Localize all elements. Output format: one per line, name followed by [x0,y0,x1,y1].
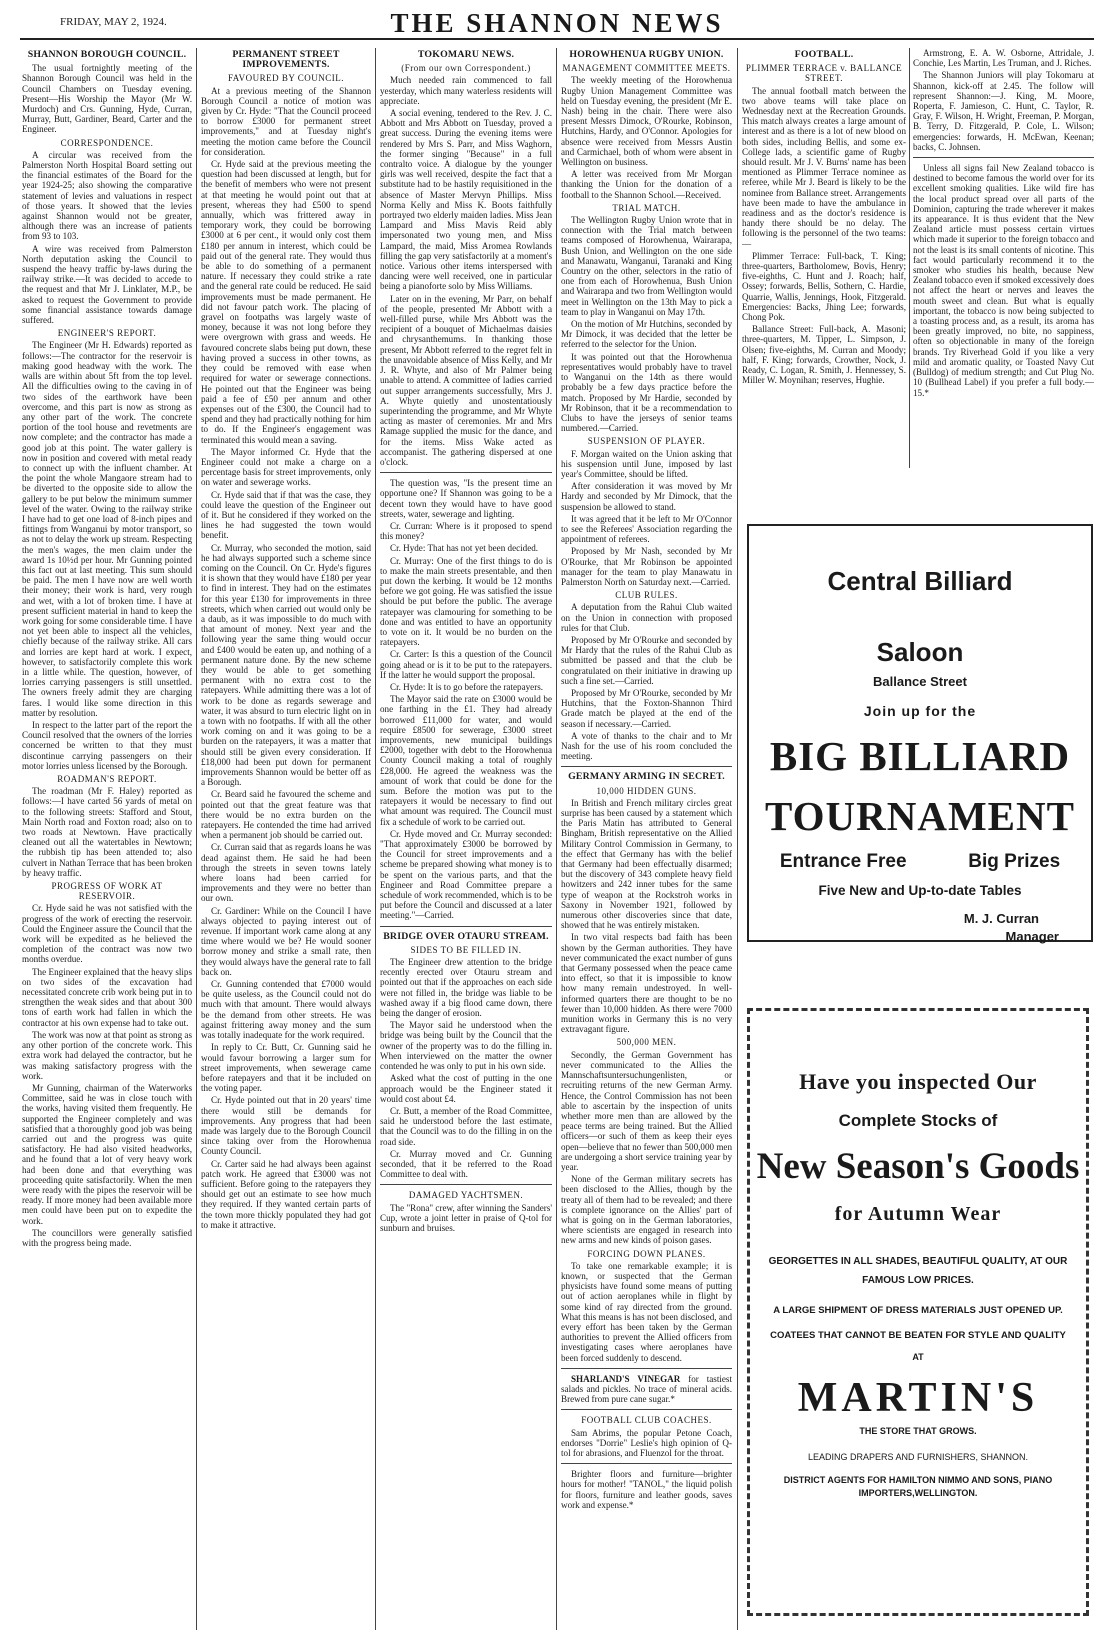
paragraph: Cr. Murray moved and Cr. Gunning seconded, that it be referred to the Road Committee to deal with. [380,1148,552,1180]
ad-offer: Big Prizes [968,851,1061,872]
subheading: SUSPENSION OF PLAYER. [587,436,706,447]
paragraph: Cr. Butt, a member of the Road Committee, said he understood before the last estimate, that the Council was to do the filling in on the road side. [380,1105,552,1147]
paragraph: The Mayor said the rate on £3000 would be one farthing in the £1. They had already borrowed £11,000 for water, and would require £8500 for sewerage, £3000 street improvements, new municipal buildings £2000, together with debt to the Horowhenua County Council making a total of roughly £28,000. He agreed the weakness was the amount of work that could be done for the sum. Before the motion was put to the ratepayers it would be necessary to find out what amount was required. The Council must fix a schedule of work to be carried out. [380,694,552,827]
paragraph: The "Rona" crew, after winning the Sanders' Cup, wrote a joint letter in praise of Q-tol for sunburn and bruises. [380,1202,552,1233]
ad-headline: TOURNAMENT [765,793,1075,839]
paragraph: The Mayor said he understood when the bridge was being built by the Council that the owner of the property was to do the filling in. When interviewed on the matter the owner contended he was only to put in his own side. [380,1020,552,1072]
ad-manager-title: Manager [1005,929,1059,944]
paragraph: None of the German military secrets has been disclosed to the Allies, though by the treaty all of them had to be revealed; and there is complete ignorance on the Allies' part of what is going on in the German laboratories, where scientists are engaged in research into new arms and new kinds of poison gases. [561,1174,732,1246]
paragraph: The Mayor informed Cr. Hyde that the Engineer could not make a charge on a percentage basis for street improvements, only on water and sewerage works. [201,446,371,488]
paragraph: Cr. Beard said he favoured the scheme and pointed out that the great feature was that there would be no extra burden on the ratepayers. He contended the time had arrived when a permanent job should be carried out. [201,789,371,841]
ad-detail: DISTRICT AGENTS FOR HAMILTON NIMMO AND SONS, PIANO IMPORTERS,WELLINGTON. [783,1475,1053,1498]
paragraph: Cr. Hyde: That has not yet been decided. [390,543,539,554]
paragraph [561,1374,732,1405]
paragraph: The annual football match between the two above teams will take place on Wednesday next at the Recreation Grounds. This match always creates a large amount of interest and as there is a lot of new blood on both sides, including Bellis, and some ex-College lads, a scientific game of Rugby should result. Mr J. V. Burns' name has been mentioned as Plimmer Terrace nominee as referee, while Mr J. Beard is likely to be the nominee from Ballance street. Arrangements have been made to have the ambulance in readiness and as the doctor's residence is handy there should be no delay. The following is the personnel of the two teams:— [742,85,906,249]
subheading: ENGINEER'S REPORT. [57,328,157,339]
paragraph: Cr. Hyde said at the previous meeting the question had been discussed at length, but for the benefit of members who were not present at that meeting he would point out that at present, whereas they had £500 to spend annually, which was frittered away in temporary work, they could be borrowing £3000 at 6 per cent., it would only cost them £180 per annum in interest, which could be paid out of the general rate. They would thus be able to do something of a permanent nature. If necessary they could strike a rate and the general rate could be reduced. He said improvements must be made permanent. He did not favour patch work. The placing of gravel on footpaths was largely waste of money, because it was not long before they were overgrown with grass and weeds. He favoured concrete slabs being put down, these having proved a success in other towns, as they could be removed with ease when required for water or sewerage connections. He pointed out that the Engineer was being paid a fee of £50 per annum and other expenses out of the £300, the Council had to spend and they had practically nothing for him to do. If the Engineer's engagement was terminated this would mean a saving. [201,159,371,445]
paragraph: In reply to Cr. Butt, Cr. Gunning said he would favour borrowing a larger sum for street improvements, when sewerage came before ratepayers and that it be included on the voting paper. [201,1042,371,1094]
article-heading: PERMANENT STREET IMPROVEMENTS. [232,49,340,71]
subheading: MANAGEMENT COMMITTEE MEETS. [562,63,731,74]
subheading: SIDES TO BE FILLED IN. [410,944,522,955]
paragraph: The Engineer drew attention to the bridge recently erected over Otauru stream and pointed out that if the approaches on each side were not filled in, the bridge was liable to be washed away if a big flood came down, there being the danger of erosion. [380,957,552,1019]
paragraph: Later on in the evening, Mr Parr, on behalf of the people, presented Mr Abbott with a well-filled purse, while Mrs Abbott was the recipient of a bouquet of Michaelmas daisies and chrysanthemums. In thanking those present, Mr Abbott referred to the regret felt in the unavoidable absence of Miss Kelly, and Mr J. R. Whyte, and also of Mr Palmer being unable to attend. A committee of ladies carried out supper arrangements successfully, Mrs J. A. Whyte quietly and unostentatiously superintending the programme, and Mr Whyte acting as master of ceremonies. Mr and Mrs Ramage supplied the music for the dance, and for the items. Miss Wake acted as accompanist. The gathering dispersed at one o'clock. [380,293,552,467]
ad-detail: LEADING DRAPERS AND FURNISHERS, SHANNON. [807,1452,1029,1462]
subheading: (From our own Correspondent.) [401,63,531,74]
paragraph: A wire was received from Palmerston North deputation asking the Council to suspend the heavy traffic by-laws during the railway strike.—It was decided to accede to the request and that Mr J. Linklater, M.P., be asked to request the Government to provide some financial assistance towards damage suffered. [22,243,192,326]
paragraph: Asked what the cost of putting in the one approach would be the Engineer stated it would cost about £4. [380,1073,552,1104]
column-tokomaru-news [380,48,552,1630]
ad-detail: COATEES THAT CANNOT BE BEATEN FOR STYLE AND QUALITY [770,1330,1066,1341]
paragraph: Cr. Hyde: It is to go before the ratepayers. [390,681,544,692]
paragraph: Ballance Street: Full-back, A. Masoni; three-quarters, M. Tipper, L. Simpson, J. Olsen; five-eighths, M. Curran and Moody; half, F. King; forwards, Crowther, Nock, J. Ready, C. Logan, R. Smith, J. Hennessey, S. Miller W. Moynihan; reserves, Hughie. [742,324,906,386]
paragraph: A deputation from the Rahui Club waited on the Union in connection with proposed rules for that Club. [561,602,732,633]
paragraph: It was pointed out that the Horowhenua representatives would probably have to travel to Wanganui on the 14th as there would probably be a few days practice before the match. Proposed by Mr Hardie, seconded by Mr Robinson, that it be a recommendation to Clubs to have the jerseys of senior teams numbered.—Carried. [561,351,732,434]
paragraph: Brighter floors and furniture—brighter hours for mother! "TANOL," the liquid polish for floors, furniture and leather goods, saves work and expense.* [561,1469,732,1510]
ad-title-line: Saloon [876,637,964,667]
column-football-continued [913,48,1094,468]
ad-offer: Entrance Free [779,851,907,872]
divider [380,926,552,927]
paragraph: Proposed by Mr O'Rourke, seconded by Mr Hutchins, that the Foxton-Shannon Third Grade match be played at the end of the season if necessary.—Carried. [561,687,732,729]
subheading: FORCING DOWN PLANES. [587,1248,706,1259]
ad-headline: New Season's Goods [756,1146,1080,1187]
paragraph: The work was now at that point as strong as any other portion of the concrete work. This extra work had delayed the contractor, but he was making satisfactory progress with the work. [22,1029,192,1081]
paragraph: Much needed rain commenced to fall yesterday, which many waterless residents will appreciate. [380,75,552,106]
paragraph: To take one remarkable example; it is known, or suspected that the German physicists have found some means of putting out of action aeroplanes while in flight by some kind of ray directed from the ground. What this means is has not been disclosed, and every effort has been taken by the German authorities to prevent the Allied officers from investigating cases where aeroplanes have been forced suddenly to descend. [561,1260,732,1363]
column-borough-council [22,48,192,1630]
column-rule [196,48,197,1630]
paragraph: A circular was received from the Palmerston North Hospital Board setting out the financial estimates of the Board for the year 1924-25; also showing the comparative statement of levies and valuations in respect of those years. It showed that the levies against Shannon would not be greater, although there was an increase of patients from 93 to 103. [22,149,192,242]
ad-address: Ballance Street [873,674,967,689]
divider [913,157,1094,158]
divider [561,1463,732,1464]
ad-line: Complete Stocks of [838,1111,998,1130]
paragraph: At a previous meeting of the Shannon Borough Council a notice of motion was given by Cr. Hyde: "That the Council proceed to borrow £3000 for permanent street improvements," and at Tuesday night's meeting the motion came before the Council for consideration. [201,85,371,157]
paragraph: After consideration it was moved by Mr Hardy and seconded by Mr Dimock, that the suspension be allowed to stand. [561,481,732,512]
paragraph: Cr. Hyde said he was not satisfied with the progress of the work of erecting the reservoir. Could the Engineer assure the Council that the work will be expedited as he believed the completion of the contract was now two months overdue. [22,903,192,965]
divider [561,1368,732,1369]
paragraph: In respect to the latter part of the report the Council resolved that the owners of the lorries concerned be written to that they must discontinue carrying passengers on their motor lorries unless licensed by the Borough. [22,720,192,771]
ad-tagline: Join up for the [863,703,977,719]
paragraph: The Shannon Juniors will play Tokomaru at Shannon, kick-off at 2.45. The follow will represent Shannon:—J. King, M. Moore, Roperta, F. Jamieson, C. Hunt, C. Taylor, R. Gray, F. Wilson, H. Wright, Freeman, P. Morgan, B. Terry, D. Fitzgerald, P. Cole, L. Wilson; emergencies: forwards, H. McEwan, Keenan; backs, C. Johnsen. [913,70,1094,152]
paragraph: Cr. Murray: One of the first things to do is to make the main streets presentable, and then put down the kerbing. It would be 12 months before we got going. He was satisfied the issue should be put before the public. The average ratepayer was clamouring for something to be done and was entitled to have an opportunity to vote on it. It would be no burden on the ratepayers. [380,555,552,648]
paragraph: It was agreed that it be left to Mr O'Connor to see the Referees' Association regarding the appointment of referees. [561,513,732,545]
paragraph: Cr. Hyde pointed out that in 20 years' time there would still be demands for improvements. Any progress that had been made was largely due to the Borough Council since taking over from the Horowhenua County Council. [201,1095,371,1157]
subheading: CORRESPONDENCE. [60,137,154,148]
paragraph: Proposed by Mr Nash, seconded by Mr O'Rourke, that Mr Robinson be appointed manager for the team to play Manawatu in Palmerston North on Saturday next.—Carried. [561,546,732,587]
paragraph: The councillors were generally satisfied with the progress being made. [22,1227,192,1248]
paragraph: Sam Abrims, the popular Petone Coach, endorses "Dorrie" Leslie's high opinion of Q-tol for abrasions, and Fluenzol for the throat. [561,1427,732,1458]
billiard-advertisement [747,524,1093,942]
article-heading: GERMANY ARMING IN SECRET. [568,771,725,783]
paragraph: The Engineer explained that the heavy slips on two sides of the excavation had necessitated concrete crib work being put in to strengthen the weak sides and that about 300 tons of earth work had fallen in which the contractor at his own expense had to take out. [22,966,192,1028]
ad-detail: A LARGE SHIPMENT OF DRESS MATERIALS JUST OPENED UP. [773,1305,1063,1316]
ad-detail: GEORGETTES IN ALL SHADES, BEAUTIFUL QUALITY, AT OUR FAMOUS LOW PRICES. [768,1256,1068,1286]
paragraph: A social evening, tendered to the Rev. J. C. Abbott and Mrs Abbott on Tuesday, proved a great success. During the evening items were rendered by Mrs S. Parr, and Miss Waghorn, the former singing "Because" in a full contralto voice. A dialogue by the younger girls was well received, despite the fact that a substitute had to be hastily requisitioned in the absence of Master Mervyn Phillips. Miss Norma Kelly and Miss K. Boots faithfully portrayed two elderly maiden ladies. Miss Jean Lampard and Miss Mavis Reid ably impersonated two young men, and Miss Lampard, the maid, Miss Aromea Rowlands filling the gap very satisfactorily at a moment's notice. Various other items interspersed with dancing were well received, one in particular being a pianoforte solo by Miss Williams. [380,108,552,292]
ad-signature [749,910,1091,946]
ad-slogan: THE STORE THAT GROWS. [859,1426,977,1436]
column-rule [375,48,376,1630]
ad-line: Have you inspected Our [799,1069,1037,1094]
column-rule [909,48,910,468]
paragraph-text: for tastiest salads and pickles. No trace of mineral acids. Brewed from pure cane sugar.* [561,1373,732,1405]
column-football [742,48,906,468]
ad-store-name: MARTIN'S [797,1375,1039,1421]
paragraph: Cr. Curran said that as regards loans he was dead against them. He said he had been through the streets in seven towns lately where loans had been carried for improvements and they were no better than our own. [201,842,371,904]
column-street-improvements [201,48,371,1630]
ad-offer-row [749,851,1091,873]
paragraph: Cr. Carter said he had always been against patch work. He agreed that £3000 was not sufficient. Before going to the ratepayers they should get out an estimate to see how much they required. If they wanted certain parts of the town more thickly populated they had got to make it attractive. [201,1158,371,1230]
inline-heading: SHARLAND'S VINEGAR [571,1373,681,1384]
paragraph: A vote of thanks to the chair and to Mr Nash for the use of his room concluded the meeting. [561,730,732,762]
paragraph: A letter was received from Mr Morgan thanking the Union for the donation of a football to the Shannon School.—Received. [561,169,732,200]
article-heading: SHANNON BOROUGH COUNCIL. [27,49,187,60]
paragraph: The weekly meeting of the Horowhenua Rugby Union Management Committee was held on Tuesday evening, the president (Mr E. Nash) being in the chair. There were also present Messrs Dimock, O'Rourke, Robinson, Hutchins, Hardy, and O'Connor. Apologies for absence were received from Messrs Austin and Carmichael, both of whom were absent in Wellington on business. [561,75,732,168]
paragraph: Cr. Curran: Where is it proposed to spend this money? [380,520,552,542]
divider [561,1409,732,1410]
ad-detail: Five New and Up-to-date Tables [818,883,1022,898]
article-heading: FOOTBALL. [794,49,854,60]
ad-detail: AT [912,1352,924,1362]
ad-headline: BIG BILLIARD [769,733,1071,779]
paragraph: Armstrong, E. A. W. Osborne, Attridale, J. Conchie, Les Martin, Les Truman, and J. Riches. [913,48,1094,69]
paragraph: Plimmer Terrace: Full-back, T. King; three-quarters, Bartholomew, Bovis, Henry; five-eighths, C. Hunt and J. Roach; half, Ossey; forwards, Bellis, Sothern, C. Hardie, Quarrie, Wallis, Jennings, Hook, Fitzgerald. Emergencies: Backs, Jhing Lee; forwards, Chong Pok. [742,250,906,323]
issue-date: FRIDAY, MAY 2, 1924. [60,16,167,28]
paragraph: The usual fortnightly meeting of the Shannon Borough Council was held in the Council Chambers on Tuesday evening. Present—His Worship the Mayor (Mr W. Murdoch) and Crs. Gunning, Hyde, Curran, Murray, Butt, Gardiner, Beard, Carter and the Engineer. [22,63,192,135]
divider [380,1184,552,1185]
paragraph: The Wellington Rugby Union wrote that in connection with the Trial match between teams composed of Horowhenua, Wairarapa, Bush Union, and Wellington on the one side and Manawatu, Wanganui, Taranaki and King Country on the other, selectors in the ratio of one from each of Horowhenua, Bush Union and Wairarapa and two from Wellington would meet in Wellington on the 13th May to pick a team to play in Wanganui on May 17th. [561,215,732,317]
subheading: PROGRESS OF WORK AT RESERVOIR. [51,881,163,902]
column-rule [737,48,738,1630]
subheading: FAVOURED BY COUNCIL. [227,73,345,84]
paragraph: Cr. Gardiner: While on the Council I have always objected to paying interest out of revenue. If important work came along at any time where would we be? He would sooner borrow money and strike a small rate, then they would always have the general rate to fall back on. [201,905,371,977]
paragraph: Cr. Hyde said that if that was the case, they could leave the question of the Engineer out of it. But he considered if they worked on the lines he had suggested the town would benefit. [201,489,371,541]
subheading: PLIMMER TERRACE v. BALLANCE STREET. [745,63,903,84]
column-rugby-union [561,48,732,1630]
paragraph: The Engineer (Mr H. Edwards) reported as follows:—The contractor for the reservoir is making good headway with the work. The walls are within about 5ft from the top level. All the difficulties owing to the caving in of two sides of the earthwork have been overcome, and this part is now as strong as any other part of the work. The concrete portion of the tool house and revetments are now complete; and the contractor has made a good job at this point. The water gallery is now in position and covered with metal ready to connect up with the influent chamber. At the point the whole Mangaore stream had to be diverted to the opposite side to allow the gallery to be put below the minimum summer level of the water. Owing to the railway strike I have had to get one load of 8-inch pipes and fittings from Wanganui by motor transport, so as not to delay the work up stream. Respecting the men's wages, the men claim under the award 1s 10½d per hour. Mr Gunning pointed this fact out at last meeting. This sum should be paid. The men I have now are well worth their money; their work is hard, very rough and wet, with a lot of broken time. I have at present sufficient material in hand to keep the work going for some considerable time. I have not yet been able to inspect all the vehicles, chiefly because of the railway strike. All cars and lorries are kept hard at work. I expect, however, to satisfactorily complete this work in a little while. The question, however, of lorries carrying passengers is still unsettled. The owners freely admit they are charging fares. I would like some direction in this matter by resolution. [22,340,192,718]
article-heading: BRIDGE OVER OTAURU STREAM. [383,930,549,942]
paragraph: Cr. Murray, who seconded the motion, said he had always supported such a scheme since coming on the Council. On Cr. Hyde's figures it is shown that they would have £180 per year to find in interest. They had on the estimates for this year £130 for improvements in three streets, which when carried out would only be a daub, as it was impossible to do much with that amount of money. Next year and the following year the same thing would occur and £400 would be eaten up, and nothing of a permanent nature done. By the new scheme they would be able to get something permanent with no extra cost to the ratepayers. While admitting there was a lot of work to be done as regards sewerage and water, it was absurd to turn electric light on in a town with no footpaths. If with all the other work coming on and it was going to be a burden on the ratepayers, it was a matter that should still be given every consideration. If £18,000 had been put down for permanent improvements Shannon would be better off as a Borough. [201,542,371,788]
column-rule [556,48,557,1630]
masthead [20,8,1094,40]
subheading: 500,000 MEN. [616,1037,677,1048]
subheading: TRIAL MATCH. [612,202,681,213]
subheading: DAMAGED YACHTSMEN. [408,1190,524,1201]
divider [561,766,732,767]
ad-manager-name: M. J. Curran [963,911,1039,926]
paragraph: Unless all signs fail New Zealand tobacco is destined to become famous the world over for its excellent smoking qualities. Like wild fire has the local product spread over all parts of the Dominion, capturing the trade wherever it makes its appearance. It is thus evident that the New Zealand article must possess certain virtues which made it superior to the foreign tobacco and not the least is its small contents of nicotine. This fact would particularly recommend it to the smoker who studies his health, because New Zealand tobacco even if smoked excessively does not affect the heart or nerves and leaves the mouth sweet and clean. But what is equally important, the tobacco is now being subjected to a toasting process and, as a result, its aroma has been greatly improved, no bite, no sappiness, often so objectionable in many of the foreign brands. Try Riverhead Gold if you like a very mild and aromatic quality, or Toasted Navy Cut (Bulldog) of medium strength; and Cut Plug No. 10 (Bullhead Label) if you prefer a full body.—15.* [913,163,1094,398]
paragraph: Cr. Carter: Is this a question of the Council going ahead or is it to be put to the ratepayers. If the latter he would support the proposal. [380,649,552,680]
article-heading: HOROWHENUA RUGBY UNION. [569,49,724,60]
paragraph: In two vital respects bad faith has been shown by the German authorities. They have never communicated the exact number of guns that Germany possessed when the peace came into effect, so that it is impossible to know how many remain undestroyed. In well-informed quarters there are thought to be no fewer than 10,000 hidden. As there were 7000 munition works in Germany this is no very extravagant figure. [561,932,732,1035]
subheading: FOOTBALL CLUB COACHES. [581,1415,712,1426]
ad-line: for Autumn Wear [834,1203,1002,1225]
paragraph: Cr. Hyde moved and Cr. Murray seconded: "That approximately £3000 be borrowed by the Council for street improvements and a scheme be prepared showing what money is to be spent on the various parts, and that the Engineer and Road Committee prepare a schedule of work recommended, which is to be put before the Council and discussed at a later meeting."—Carried. [380,828,552,921]
ad-title-line: Central Billiard [827,566,1013,596]
subheading: ROADMAN'S REPORT. [57,774,157,785]
paragraph: Cr. Gunning contended that £7000 would be quite useless, as the Council could not do much with that amount. There would always be the demand from other streets. He was against frittering away money and the sum was totally inadequate for the work required. [201,979,371,1041]
paragraph: On the motion of Mr Hutchins, seconded by Mr Dimock, it was decided that the letter be referred to the selector for the Union. [561,319,732,350]
martins-advertisement [747,1008,1089,1616]
subheading: 10,000 HIDDEN GUNS. [596,785,697,796]
paragraph: In British and French military circles great surprise has been caused by a statement which the Paris Matin has attributed to General Bingham, British representative on the Allied Military Control Commission in Germany, to the effect that Germany has with the belief that Germany had been effectually disarmed; but the discovery of 343 complete heavy field howitzers and 242 inner tubes for the same type of weapon at the Rockstroh works in Saxony in November 1921, followed by numerous other discoveries since that date, showed that he was entirely mistaken. [561,797,732,931]
paragraph: Proposed by Mr O'Rourke and seconded by Mr Hardy that the rules of the Rahui Club as submitted be passed and that the club be congratulated on their initiative in drawing up such a fine set.—Carried. [561,634,732,686]
paragraph: Secondly, the German Government has never communicated to the Allies the Mannschaftsuntersuchungenlisten, or recruiting returns of the new German Army. Hence, the Control Commission has not been able to ascertain by the inspection of units whether more men than are allowed by the peace terms are being trained. But the Allied officers—or such of them as keep their eyes open—believe that no fewer than 500,000 men are undergoing a short service training year by year. [561,1049,732,1172]
paragraph: The question was, "Is the present time an opportune one? If Shannon was going to be a decent town they would have to have good streets, water, sewerage and lighting. [380,478,552,519]
divider [380,472,552,473]
paragraph: F. Morgan waited on the Union asking that his suspension until June, imposed by last year's Committee, should be lifted. [561,448,732,479]
article-heading: TOKOMARU NEWS. [417,49,515,60]
paragraph: The roadman (Mr F. Haley) reported as follows:—I have carted 56 yards of metal on to the following streets: Stafford and Stout, Main North road and Foxton road; also on to two roads at Newtown. Have practically cleaned out all the watertables in Newtown; the rubbish tip has been attended to; also culvert in Nathan Terrace that has been broken by heavy traffic. [22,786,192,878]
subheading: CLUB RULES. [615,590,678,601]
paragraph: Mr Gunning, chairman of the Waterworks Committee, said he was in close touch with the works, having visited them frequently. He supported the Engineer completely and was satisfied that a thoroughly good job was being carried out and the progress was quite satisfactory. He had also visited headworks, and he found that a lot of very heavy work had been done and that everything was proceeding quite satisfactorily. When the men were ready with the pipes the reservoir will be ready. If more money had been available more men could have been put on to expedite the work. [22,1082,192,1226]
newspaper-title: THE SHANNON NEWS [390,8,724,38]
